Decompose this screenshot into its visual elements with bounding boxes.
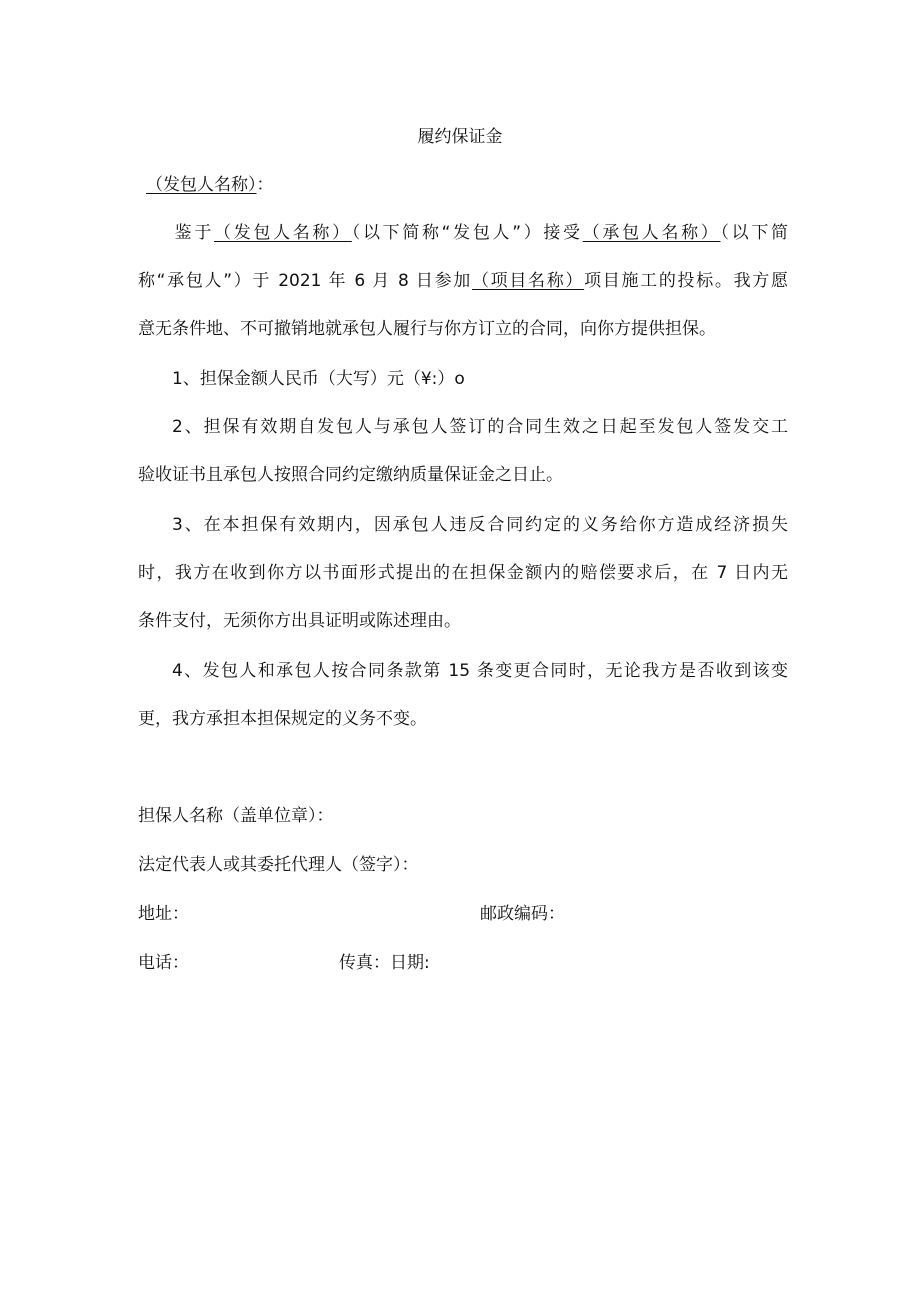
addressee-placeholder: （发包人名称） [146,175,257,195]
fax-date-field: 传真：日期: [339,953,430,973]
intro-text: 称“承包人”）于 2021 年 6 月 8 日参加 [138,271,472,291]
clause-3-line-3: 条件支付，无须你方出具证明或陈述理由。 [138,611,461,631]
postcode-field: 邮政编码： [480,904,565,924]
contractor-name-placeholder: （承包人名称） [582,223,721,243]
intro-text: 鉴于 [172,223,215,243]
intro-line-3: 意无条件地、不可撤销地就承包人履行与你方订立的合同，向你方提供担保。 [138,319,716,339]
clause-1: 1、担保金额人民币（大写）元（¥:）o [172,369,465,389]
clause-2-line-2: 验收证书且承包人按照合同约定缴纳质量保证金之日止。 [138,465,563,485]
guarantor-name-field: 担保人名称（盖单位章）： [138,806,334,826]
employer-name-placeholder: （发包人名称） [214,223,352,243]
clause-3-line-1: 3、在本担保有效期内，因承包人违反合同约定的义务给你方造成经济损失 [172,515,788,535]
intro-line-1 [138,221,788,245]
salutation [138,173,788,197]
salutation-colon: ： [256,175,274,195]
address-field: 地址： [138,904,189,924]
project-name-placeholder: （项目名称） [472,271,585,291]
phone-field: 电话： [138,953,189,973]
clause-4-line-2: 更，我方承担本担保规定的义务不变。 [138,709,427,729]
document-title: 履约保证金 [417,127,503,147]
intro-text: 项目施工的投标。我方愿 [584,271,788,291]
clause-3-line-2: 时，我方在收到你方以书面形式提出的在担保金额内的赔偿要求后，在 7 日内无 [138,563,788,583]
representative-signature-field: 法定代表人或其委托代理人（签字）： [138,855,419,875]
clause-4-line-1: 4、发包人和承包人按合同条款第 15 条变更合同时，无论我方是否收到该变 [172,661,788,681]
intro-line-2 [138,269,788,293]
intro-text: （以下简称“发包人”）接受 [351,223,583,243]
intro-text: （以下简 [720,223,789,243]
clause-2-line-1: 2、担保有效期自发包人与承包人签订的合同生效之日起至发包人签发交工 [172,417,788,437]
